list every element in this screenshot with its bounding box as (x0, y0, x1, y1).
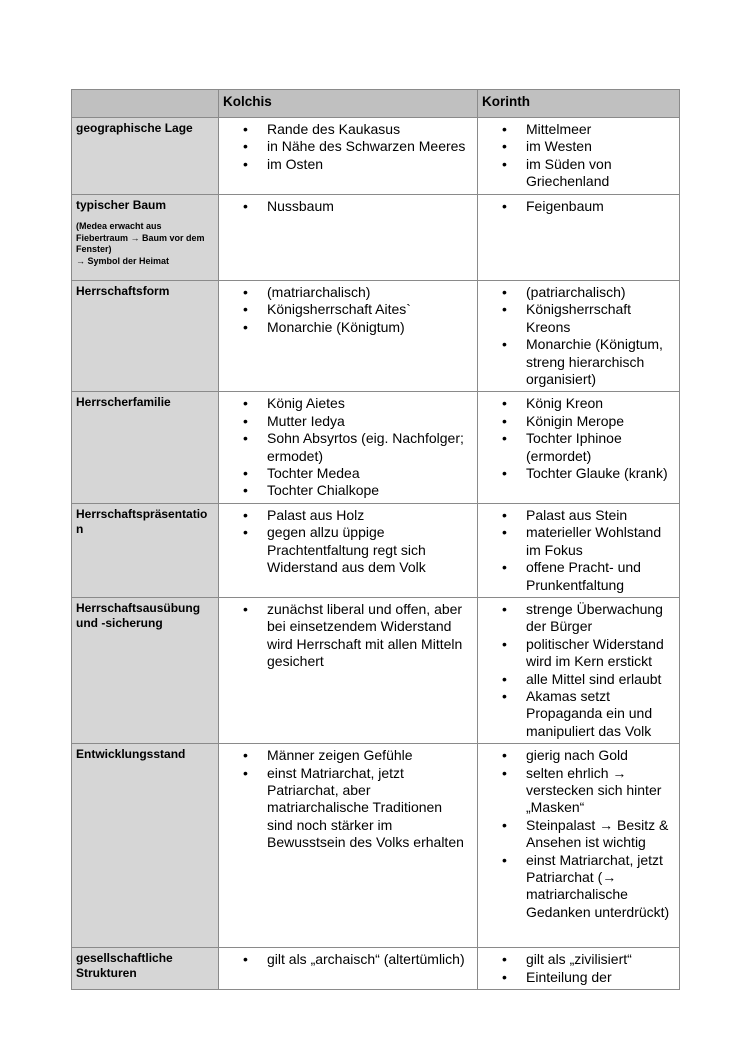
bullet-icon: • (502, 670, 507, 687)
list-item (219, 156, 477, 173)
bullet-icon: • (502, 559, 507, 576)
bullet-icon: • (243, 412, 248, 429)
bullet-list (478, 118, 679, 194)
bullet-list (219, 598, 477, 674)
list-item (478, 413, 679, 430)
list-item-text: Königsherrschaft Kreons (526, 301, 632, 335)
list-item (478, 852, 679, 922)
kolchis-cell (219, 503, 478, 597)
bullet-icon: • (243, 138, 248, 155)
list-item (478, 156, 679, 191)
list-item-text: Mutter Iedya (267, 412, 345, 429)
list-item (219, 395, 477, 412)
row-label: Entwicklungsstand (76, 747, 186, 762)
bullet-icon: • (502, 301, 507, 318)
kolchis-cell (219, 281, 478, 392)
korinth-cell (478, 392, 680, 503)
kolchis-cell (219, 118, 478, 195)
bullet-icon: • (502, 430, 507, 447)
list-item (219, 121, 477, 138)
bullet-icon: • (502, 687, 507, 704)
bullet-list (219, 281, 477, 339)
list-item (478, 301, 679, 336)
list-item-text: Feigenbaum (526, 198, 604, 214)
bullet-icon: • (502, 198, 507, 214)
row-label: geographische Lage (76, 121, 193, 135)
list-item (219, 413, 477, 430)
bullet-icon: • (502, 951, 507, 968)
list-item-text: Königsherrschaft Aites` (267, 301, 411, 318)
list-item (478, 688, 679, 740)
list-item (478, 284, 679, 301)
row-header (72, 948, 219, 990)
list-item-text: (matriarchalisch) (267, 284, 371, 300)
table-row (72, 118, 680, 195)
header-kolchis: Kolchis (219, 90, 478, 118)
list-item-text: im Osten (267, 155, 324, 172)
list-item (219, 747, 477, 764)
korinth-cell (478, 744, 680, 948)
bullet-icon: • (502, 816, 507, 833)
list-item (219, 198, 477, 215)
row-label: gesellschaftliche Strukturen (76, 951, 173, 981)
list-item-text: im Süden von Griechenland (526, 155, 612, 190)
list-item-text: Rande des Kaukasus (267, 121, 401, 137)
list-item-text: Monarchie (Königtum) (267, 318, 405, 335)
row-header (72, 281, 219, 392)
bullet-icon: • (243, 301, 248, 318)
list-item-text: Monarchie (Königtum, streng hierarchisch organisiert) (526, 336, 663, 388)
header-empty (72, 90, 219, 118)
list-item (219, 765, 477, 852)
list-item-text: Akamas setzt Propaganda ein und manipuliert das Volk (526, 687, 653, 739)
list-item (219, 465, 477, 482)
bullet-icon: • (502, 465, 507, 482)
list-item-text: alle Mittel sind erlaubt (526, 670, 662, 687)
row-label: typischer Baum (76, 198, 167, 212)
list-item (478, 430, 679, 465)
bullet-icon: • (502, 600, 507, 617)
bullet-list (478, 195, 679, 218)
table-row (72, 744, 680, 948)
row-header (72, 195, 219, 281)
list-item-text: einst Matriarchat, jetzt Patriarchat, aber matriarchalische Traditionen sind noch stärker im Bewusstsein des Volks erhalten (267, 764, 464, 851)
list-item (219, 482, 477, 499)
bullet-icon: • (243, 482, 248, 499)
bullet-icon: • (243, 506, 248, 523)
list-item-text: Königin Merope (526, 412, 625, 429)
list-item (478, 969, 679, 986)
kolchis-cell (219, 392, 478, 503)
list-item (478, 524, 679, 559)
table-row (72, 948, 680, 990)
list-item-text: Tochter Medea (267, 465, 360, 482)
bullet-list (478, 744, 679, 924)
list-item-text: gilt als „zivilisiert“ (526, 951, 632, 968)
korinth-cell (478, 503, 680, 597)
kolchis-cell (219, 948, 478, 990)
bullet-icon: • (502, 851, 507, 868)
list-item-text: König Kreon (526, 395, 604, 412)
bullet-icon: • (243, 284, 248, 300)
comparison-table (71, 89, 680, 990)
korinth-cell (478, 195, 680, 281)
bullet-icon: • (502, 395, 507, 412)
row-header (72, 392, 219, 503)
list-item (219, 319, 477, 336)
table-row (72, 597, 680, 743)
list-item (478, 671, 679, 688)
bullet-icon: • (243, 198, 248, 214)
bullet-icon: • (243, 155, 248, 172)
list-item (219, 430, 477, 465)
row-header (72, 597, 219, 743)
bullet-icon: • (502, 336, 507, 353)
list-item-text: Mittelmeer (526, 121, 592, 137)
korinth-cell (478, 281, 680, 392)
list-item-text: strenge Überwachung der Bürger (526, 600, 663, 635)
list-item-text: Einteilung der (526, 968, 612, 985)
list-item-text: (patriarchalisch) (526, 284, 626, 300)
bullet-list (478, 392, 679, 485)
list-item-text: im Westen (526, 138, 592, 155)
list-item (219, 301, 477, 318)
bullet-icon: • (243, 318, 248, 335)
bullet-list (219, 744, 477, 854)
row-label: Herrschaftsausübung und -sicherung (76, 600, 201, 630)
list-item-text: König Aietes (267, 395, 345, 412)
korinth-cell (478, 948, 680, 990)
korinth-cell (478, 597, 680, 743)
kolchis-cell (219, 597, 478, 743)
bullet-icon: • (502, 138, 507, 155)
list-item (219, 138, 477, 155)
table-row (72, 281, 680, 392)
list-item-text: offene Pracht- und Prunkentfaltung (526, 559, 641, 593)
bullet-list (478, 504, 679, 597)
kolchis-cell (219, 744, 478, 948)
list-item (478, 121, 679, 138)
list-item (478, 636, 679, 671)
list-item-text: Männer zeigen Gefühle (267, 747, 413, 764)
list-item (478, 198, 679, 215)
list-item-text: gierig nach Gold (526, 747, 628, 764)
bullet-list (219, 195, 477, 218)
bullet-icon: • (243, 764, 248, 781)
list-item (478, 336, 679, 388)
bullet-icon: • (243, 395, 248, 412)
table-row (72, 195, 680, 281)
header-korinth: Korinth (478, 90, 680, 118)
list-item-text: Palast aus Holz (267, 506, 365, 523)
bullet-icon: • (243, 465, 248, 482)
bullet-list (219, 504, 477, 580)
list-item (478, 507, 679, 524)
list-item-text: materieller Wohlstand im Fokus (526, 524, 662, 558)
list-item (219, 524, 477, 576)
header-row (72, 90, 680, 118)
bullet-icon: • (502, 635, 507, 652)
table-row (72, 392, 680, 503)
list-item-text: Steinpalast → Besitz & Ansehen ist wichtig (526, 816, 669, 851)
list-item (219, 284, 477, 301)
list-item-text: Tochter Chialkope (267, 482, 380, 499)
bullet-icon: • (243, 121, 248, 137)
bullet-icon: • (243, 951, 248, 968)
bullet-list (478, 948, 679, 989)
list-item-text: Palast aus Stein (526, 506, 628, 523)
bullet-icon: • (502, 524, 507, 541)
row-note: (Medea erwacht aus Fiebertraum → Baum vor dem Fenster) → Symbol der Heimat (76, 221, 205, 266)
list-item (219, 507, 477, 524)
list-item (478, 951, 679, 968)
table-row (72, 503, 680, 597)
row-header (72, 503, 219, 597)
bullet-icon: • (243, 524, 248, 541)
list-item-text: in Nähe des Schwarzen Meeres (267, 138, 466, 155)
bullet-list (478, 598, 679, 743)
list-item (478, 765, 679, 817)
row-label: Herrscherfamilie (76, 395, 171, 410)
list-item-text: zunächst liberal und offen, aber bei einsetzendem Widerstand wird Herrschaft mit allen Mitteln gesichert (267, 600, 463, 670)
bullet-icon: • (502, 968, 507, 985)
bullet-list (219, 948, 477, 971)
list-item (478, 747, 679, 764)
list-item-text: Tochter Glauke (krank) (526, 465, 668, 482)
list-item-text: Sohn Absyrtos (eig. Nachfolger; ermodet) (267, 430, 464, 464)
kolchis-cell (219, 195, 478, 281)
row-header (72, 744, 219, 948)
bullet-icon: • (502, 155, 507, 172)
bullet-icon: • (243, 747, 248, 764)
list-item (478, 138, 679, 155)
list-item-text: einst Matriarchat, jetzt Patriarchat (→ matriarchalische Gedanken unterdrückt) (526, 851, 670, 920)
bullet-icon: • (502, 412, 507, 429)
bullet-icon: • (502, 121, 507, 137)
bullet-list (219, 118, 477, 176)
list-item-text: selten ehrlich → verstecken sich hinter „Masken“ (526, 764, 662, 816)
list-item-text: gegen allzu üppige Prachtentfaltung regt sich Widerstand aus dem Volk (267, 524, 426, 576)
row-label: Herrschaftsform (76, 284, 170, 298)
list-item (478, 817, 679, 852)
list-item (478, 601, 679, 636)
bullet-icon: • (243, 430, 248, 447)
list-item-text: Tochter Iphinoe (ermordet) (526, 430, 622, 464)
bullet-icon: • (502, 284, 507, 300)
list-item (478, 559, 679, 594)
row-header (72, 118, 219, 195)
list-item (478, 465, 679, 482)
bullet-icon: • (243, 600, 248, 617)
bullet-icon: • (502, 764, 507, 781)
row-label: Herrschaftspräsentatio n (76, 506, 208, 536)
list-item-text: politischer Widerstand wird im Kern erstickt (526, 635, 664, 670)
korinth-cell (478, 118, 680, 195)
list-item (219, 951, 477, 968)
bullet-icon: • (502, 506, 507, 523)
list-item-text: Nussbaum (267, 198, 334, 214)
bullet-icon: • (502, 747, 507, 764)
bullet-list (219, 392, 477, 502)
list-item-text: gilt als „archaisch“ (altertümlich) (267, 951, 465, 968)
bullet-list (478, 281, 679, 391)
list-item (478, 395, 679, 412)
list-item (219, 601, 477, 671)
